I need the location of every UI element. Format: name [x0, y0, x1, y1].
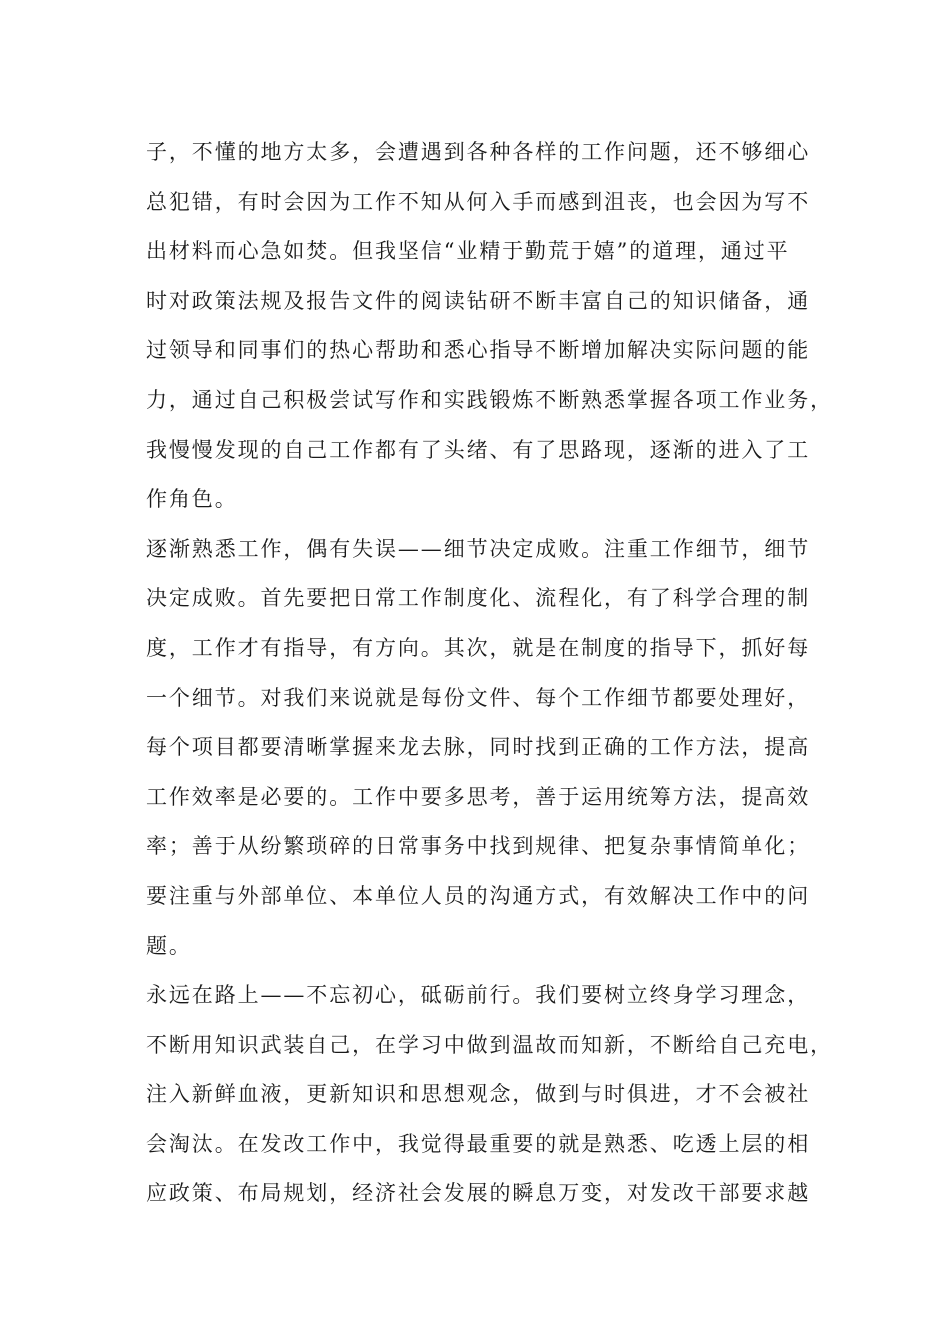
text-line: 率；善于从纷繁琐碎的日常事务中找到规律、把复杂事情简单化； [146, 834, 811, 859]
text-line: 应政策、布局规划，经济社会发展的瞬息万变，对发改干部要求越 [146, 1181, 811, 1206]
text-line: 永远在路上——不忘初心，砥砺前行。我们要树立终身学习理念， [146, 983, 811, 1008]
text-line: 力，通过自己积极尝试写作和实践锻炼不断熟悉掌握各项工作业务， [146, 387, 833, 412]
text-line: 要注重与外部单位、本单位人员的沟通方式，有效解决工作中的问 [146, 883, 811, 908]
text-line: 总犯错，有时会因为工作不知从何入手而感到沮丧，也会因为写不 [146, 189, 811, 214]
body-text [146, 132, 833, 1223]
text-line: 作角色。 [146, 487, 238, 512]
text-line: 决定成败。首先要把日常工作制度化、流程化，有了科学合理的制 [146, 586, 811, 611]
text-line: 工作效率是必要的。工作中要多思考，善于运用统筹方法，提高效 [146, 784, 811, 809]
text-line: 度，工作才有指导，有方向。其次，就是在制度的指导下，抓好每 [146, 635, 811, 660]
text-line: 我慢慢发现的自己工作都有了头绪、有了思路现，逐渐的进入了工 [146, 437, 811, 462]
text-line: 出材料而心急如焚。但我坚信“业精于勤荒于嬉”的道理，通过平 [146, 239, 790, 264]
text-line: 注入新鲜血液，更新知识和思想观念，做到与时俱进，才不会被社 [146, 1082, 811, 1107]
text-line: 逐渐熟悉工作，偶有失误——细节决定成败。注重工作细节，细节 [146, 536, 811, 561]
text-line: 一个细节。对我们来说就是每份文件、每个工作细节都要处理好， [146, 685, 811, 710]
text-line: 每个项目都要清晰掌握来龙去脉，同时找到正确的工作方法，提高 [146, 735, 811, 760]
text-line: 过领导和同事们的热心帮助和悉心指导不断增加解决实际问题的能 [146, 338, 811, 363]
text-line: 不断用知识武装自己，在学习中做到温故而知新，不断给自己充电， [146, 1032, 833, 1057]
text-line: 题。 [146, 933, 192, 958]
text-line: 会淘汰。在发改工作中，我觉得最重要的就是熟悉、吃透上层的相 [146, 1131, 811, 1156]
text-line: 子，不懂的地方太多，会遭遇到各种各样的工作问题，还不够细心 [146, 140, 811, 164]
text-line: 时对政策法规及报告文件的阅读钻研不断丰富自己的知识储备，通 [146, 288, 811, 313]
